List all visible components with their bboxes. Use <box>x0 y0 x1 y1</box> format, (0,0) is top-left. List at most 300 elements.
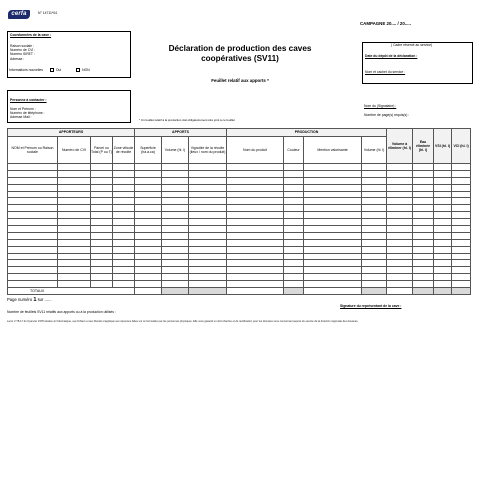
table-cell[interactable] <box>8 274 58 281</box>
table-cell[interactable] <box>113 239 135 246</box>
table-cell[interactable] <box>227 267 284 274</box>
field-raison-sociale[interactable]: Raison sociale : <box>10 44 34 48</box>
table-cell[interactable] <box>362 232 387 239</box>
table-cell[interactable] <box>284 267 304 274</box>
field-contact-mail[interactable]: Adresse Mail : <box>10 115 32 120</box>
table-cell[interactable] <box>135 246 162 253</box>
table-cell[interactable] <box>135 260 162 267</box>
table-cell[interactable] <box>189 260 227 267</box>
table-cell[interactable] <box>362 260 387 267</box>
table-cell[interactable] <box>58 212 91 219</box>
table-cell[interactable] <box>413 232 434 239</box>
table-cell[interactable] <box>135 232 162 239</box>
table-cell[interactable] <box>434 253 452 260</box>
table-cell[interactable] <box>304 232 362 239</box>
table-cell[interactable] <box>362 219 387 226</box>
table-cell[interactable] <box>387 260 413 267</box>
table-cell[interactable] <box>8 281 58 288</box>
table-cell[interactable] <box>58 184 91 191</box>
table-cell[interactable] <box>113 212 135 219</box>
table-cell[interactable] <box>413 260 434 267</box>
field-contact-name[interactable]: Nom et Prénom : <box>10 107 36 111</box>
table-cell[interactable] <box>135 274 162 281</box>
table-cell[interactable] <box>387 232 413 239</box>
table-cell[interactable] <box>91 253 113 260</box>
table-cell[interactable] <box>413 212 434 219</box>
table-cell[interactable] <box>58 177 91 184</box>
table-cell[interactable] <box>452 239 471 246</box>
table-cell[interactable] <box>91 232 113 239</box>
table-cell[interactable] <box>362 246 387 253</box>
table-cell[interactable] <box>227 274 284 281</box>
table-cell[interactable] <box>452 281 471 288</box>
table-cell[interactable] <box>162 177 189 184</box>
table-cell[interactable] <box>434 198 452 205</box>
table-cell[interactable] <box>284 205 304 212</box>
table-cell[interactable] <box>113 226 135 233</box>
table-cell[interactable] <box>91 239 113 246</box>
table-cell[interactable] <box>162 239 189 246</box>
table-cell[interactable] <box>189 198 227 205</box>
table-cell[interactable] <box>135 177 162 184</box>
table-cell[interactable] <box>387 184 413 191</box>
table-cell[interactable] <box>113 260 135 267</box>
table-cell[interactable] <box>162 212 189 219</box>
table-cell[interactable] <box>58 205 91 212</box>
table-cell[interactable] <box>362 164 387 171</box>
table-cell[interactable] <box>452 267 471 274</box>
cave-heading: Coordonnées de la cave : <box>10 33 52 37</box>
table-cell[interactable] <box>91 226 113 233</box>
table-cell[interactable] <box>434 274 452 281</box>
table-cell[interactable] <box>304 246 362 253</box>
table-cell[interactable] <box>227 253 284 260</box>
table-cell[interactable] <box>413 170 434 177</box>
table-cell[interactable] <box>58 239 91 246</box>
info-nouvelles-row <box>9 68 90 72</box>
table-cell[interactable] <box>135 170 162 177</box>
table-cell[interactable] <box>162 232 189 239</box>
table-cell[interactable] <box>113 219 135 226</box>
table-cell[interactable] <box>162 253 189 260</box>
table-cell[interactable] <box>413 253 434 260</box>
table-cell[interactable] <box>189 267 227 274</box>
table-cell[interactable] <box>304 205 362 212</box>
table-cell[interactable] <box>227 219 284 226</box>
table-cell[interactable] <box>8 205 58 212</box>
table-cell[interactable] <box>189 253 227 260</box>
table-cell[interactable] <box>58 274 91 281</box>
table-cell[interactable] <box>434 212 452 219</box>
table-cell[interactable] <box>284 246 304 253</box>
table-cell[interactable] <box>387 246 413 253</box>
table-cell[interactable] <box>452 246 471 253</box>
table-cell[interactable] <box>162 205 189 212</box>
table-cell[interactable] <box>452 177 471 184</box>
table-cell[interactable] <box>304 177 362 184</box>
table-cell[interactable] <box>284 239 304 246</box>
page-number-suffix: sur ...... <box>37 297 52 302</box>
table-cell[interactable] <box>91 246 113 253</box>
table-cell[interactable] <box>58 191 91 198</box>
table-cell[interactable] <box>387 267 413 274</box>
table-cell[interactable] <box>91 212 113 219</box>
table-cell[interactable] <box>135 198 162 205</box>
table-cell[interactable] <box>227 281 284 288</box>
table-cell[interactable] <box>227 198 284 205</box>
table-cell[interactable] <box>8 232 58 239</box>
table-cell[interactable] <box>8 170 58 177</box>
table-cell[interactable] <box>8 246 58 253</box>
table-cell[interactable] <box>387 274 413 281</box>
table-cell[interactable] <box>162 170 189 177</box>
table-cell[interactable] <box>362 198 387 205</box>
table-cell[interactable] <box>413 274 434 281</box>
table-cell[interactable] <box>387 219 413 226</box>
table-cell[interactable] <box>387 226 413 233</box>
table-cell[interactable] <box>387 164 413 171</box>
table-cell[interactable] <box>434 164 452 171</box>
sheet-count-label[interactable]: Nombre de feuillets SV11 relatifs aux apports ou à la production utilisés : <box>7 310 116 314</box>
table-cell[interactable] <box>304 226 362 233</box>
table-cell[interactable] <box>387 177 413 184</box>
table-cell[interactable] <box>413 191 434 198</box>
deposit-date-label[interactable]: Date du dépôt de la déclaration : <box>365 54 418 58</box>
table-cell[interactable] <box>452 184 471 191</box>
table-cell[interactable] <box>284 184 304 191</box>
table-cell[interactable] <box>434 219 452 226</box>
table-cell[interactable] <box>304 184 362 191</box>
checkbox-oui[interactable] <box>50 68 54 72</box>
table-cell[interactable] <box>135 212 162 219</box>
table-cell[interactable] <box>113 232 135 239</box>
table-cell[interactable] <box>387 253 413 260</box>
table-cell[interactable] <box>304 274 362 281</box>
table-cell[interactable] <box>227 170 284 177</box>
checkbox-non[interactable] <box>76 68 80 72</box>
table-cell[interactable] <box>113 198 135 205</box>
table-cell[interactable] <box>8 212 58 219</box>
totals-cell <box>284 288 304 295</box>
table-cell[interactable] <box>162 267 189 274</box>
table-cell[interactable] <box>58 226 91 233</box>
table-cell[interactable] <box>387 191 413 198</box>
table-cell[interactable] <box>413 177 434 184</box>
table-cell[interactable] <box>284 177 304 184</box>
table-cell[interactable] <box>413 219 434 226</box>
table-cell[interactable] <box>387 281 413 288</box>
table-cell[interactable] <box>434 170 452 177</box>
contact-fields <box>10 107 45 120</box>
col-vci: VCI (hl. l) <box>452 129 471 164</box>
table-cell[interactable] <box>8 177 58 184</box>
table-cell[interactable] <box>362 205 387 212</box>
table-cell[interactable] <box>113 267 135 274</box>
table-cell[interactable] <box>227 184 284 191</box>
table-cell[interactable] <box>387 198 413 205</box>
table-cell[interactable] <box>58 232 91 239</box>
field-siret[interactable]: Numéro SIRET : <box>10 52 35 57</box>
table-cell[interactable] <box>284 281 304 288</box>
table-cell[interactable] <box>58 260 91 267</box>
field-cvi[interactable]: Numéro de CVI : <box>10 48 36 53</box>
table-cell[interactable] <box>434 281 452 288</box>
table-cell[interactable] <box>362 177 387 184</box>
table-cell[interactable] <box>304 164 362 171</box>
table-cell[interactable] <box>452 164 471 171</box>
table-cell[interactable] <box>413 267 434 274</box>
table-cell[interactable] <box>113 281 135 288</box>
table-cell[interactable] <box>162 184 189 191</box>
table-cell[interactable] <box>304 260 362 267</box>
table-cell[interactable] <box>362 184 387 191</box>
table-cell[interactable] <box>227 232 284 239</box>
service-stamp-label[interactable]: Nom et cachet du service : <box>365 70 406 74</box>
table-cell[interactable] <box>227 260 284 267</box>
table-cell[interactable] <box>58 253 91 260</box>
table-cell[interactable] <box>113 274 135 281</box>
table-cell[interactable] <box>434 246 452 253</box>
table-cell[interactable] <box>189 170 227 177</box>
table-cell[interactable] <box>91 191 113 198</box>
table-cell[interactable] <box>189 274 227 281</box>
table-cell[interactable] <box>58 281 91 288</box>
table-cell[interactable] <box>113 164 135 171</box>
table-cell[interactable] <box>58 219 91 226</box>
table-cell[interactable] <box>227 205 284 212</box>
table-cell[interactable] <box>304 253 362 260</box>
table-cell[interactable] <box>452 274 471 281</box>
table-cell[interactable] <box>189 177 227 184</box>
table-cell[interactable] <box>162 246 189 253</box>
table-cell[interactable] <box>284 232 304 239</box>
table-cell[interactable] <box>362 212 387 219</box>
table-cell[interactable] <box>8 226 58 233</box>
table-cell[interactable] <box>304 281 362 288</box>
table-cell[interactable] <box>434 239 452 246</box>
totals-cell[interactable] <box>304 288 362 295</box>
table-cell[interactable] <box>413 239 434 246</box>
signatory-label[interactable]: Nom du (Signataire) : <box>364 104 397 108</box>
table-cell[interactable] <box>162 226 189 233</box>
table-cell[interactable] <box>189 164 227 171</box>
table-cell[interactable] <box>284 253 304 260</box>
table-cell[interactable] <box>8 219 58 226</box>
table-cell[interactable] <box>452 253 471 260</box>
table-cell[interactable] <box>135 205 162 212</box>
table-cell[interactable] <box>58 164 91 171</box>
table-cell[interactable] <box>284 219 304 226</box>
table-cell[interactable] <box>227 239 284 246</box>
table-cell[interactable] <box>135 239 162 246</box>
table-cell[interactable] <box>362 281 387 288</box>
table-cell[interactable] <box>452 260 471 267</box>
table-cell[interactable] <box>135 191 162 198</box>
table-cell[interactable] <box>387 239 413 246</box>
table-cell[interactable] <box>162 191 189 198</box>
table-cell[interactable] <box>387 205 413 212</box>
col-eau-eliminee: Eau éliminée (hl. l) <box>413 129 434 164</box>
col-cvi: Numéro de CVI <box>58 137 91 164</box>
table-cell[interactable] <box>434 267 452 274</box>
table-cell[interactable] <box>135 226 162 233</box>
table-cell[interactable] <box>8 260 58 267</box>
table-cell[interactable] <box>434 232 452 239</box>
table-cell[interactable] <box>284 170 304 177</box>
table-cell[interactable] <box>8 164 58 171</box>
form-title-line1: Déclaration de production des caves <box>168 44 312 53</box>
table-cell[interactable] <box>189 205 227 212</box>
table-cell[interactable] <box>189 232 227 239</box>
table-cell[interactable] <box>434 260 452 267</box>
table-cell[interactable] <box>452 212 471 219</box>
table-cell[interactable] <box>434 226 452 233</box>
table-cell[interactable] <box>8 198 58 205</box>
table-cell[interactable] <box>113 205 135 212</box>
table-cell[interactable] <box>91 198 113 205</box>
table-cell[interactable] <box>135 184 162 191</box>
table-cell[interactable] <box>452 232 471 239</box>
table-cell[interactable] <box>413 184 434 191</box>
pages-required-label[interactable]: Nombre de page(s) requis(s) : <box>364 113 410 117</box>
table-cell[interactable] <box>162 219 189 226</box>
table-cell[interactable] <box>284 274 304 281</box>
table-cell[interactable] <box>91 170 113 177</box>
table-cell[interactable] <box>227 212 284 219</box>
table-cell[interactable] <box>113 170 135 177</box>
table-cell[interactable] <box>434 205 452 212</box>
field-adresse[interactable]: Adresse : <box>10 56 25 61</box>
table-cell[interactable] <box>189 246 227 253</box>
table-cell[interactable] <box>135 219 162 226</box>
table-cell[interactable] <box>162 164 189 171</box>
table-cell[interactable] <box>91 260 113 267</box>
table-cell[interactable] <box>189 212 227 219</box>
table-cell[interactable] <box>452 226 471 233</box>
table-cell[interactable] <box>413 246 434 253</box>
table-cell[interactable] <box>304 219 362 226</box>
table-cell[interactable] <box>304 212 362 219</box>
table-cell[interactable] <box>413 198 434 205</box>
table-cell[interactable] <box>362 253 387 260</box>
table-cell[interactable] <box>91 267 113 274</box>
table-cell[interactable] <box>135 164 162 171</box>
table-cell[interactable] <box>8 267 58 274</box>
table-cell[interactable] <box>227 226 284 233</box>
table-cell[interactable] <box>387 170 413 177</box>
table-cell[interactable] <box>434 191 452 198</box>
table-cell[interactable] <box>162 198 189 205</box>
table-cell[interactable] <box>91 177 113 184</box>
table-cell[interactable] <box>304 239 362 246</box>
table-cell[interactable] <box>362 226 387 233</box>
table-cell[interactable] <box>113 191 135 198</box>
table-cell[interactable] <box>189 281 227 288</box>
table-cell[interactable] <box>362 239 387 246</box>
table-cell[interactable] <box>91 281 113 288</box>
table-cell[interactable] <box>304 267 362 274</box>
table-cell[interactable] <box>162 274 189 281</box>
field-contact-phone[interactable]: Numéro de téléphone : <box>10 111 45 116</box>
table-cell[interactable] <box>413 226 434 233</box>
table-cell[interactable] <box>284 226 304 233</box>
table-cell[interactable] <box>304 198 362 205</box>
table-cell[interactable] <box>413 164 434 171</box>
table-cell[interactable] <box>227 177 284 184</box>
table-cell[interactable] <box>113 253 135 260</box>
table-cell[interactable] <box>227 246 284 253</box>
table-cell[interactable] <box>362 274 387 281</box>
table-cell[interactable] <box>284 164 304 171</box>
table-cell[interactable] <box>387 212 413 219</box>
table-cell[interactable] <box>284 260 304 267</box>
totals-cell[interactable] <box>387 288 413 295</box>
totals-cell[interactable] <box>135 288 162 295</box>
table-cell[interactable] <box>8 191 58 198</box>
table-cell[interactable] <box>284 198 304 205</box>
table-cell[interactable] <box>8 184 58 191</box>
table-cell[interactable] <box>8 253 58 260</box>
table-cell[interactable] <box>189 184 227 191</box>
table-cell[interactable] <box>113 177 135 184</box>
table-cell[interactable] <box>189 219 227 226</box>
table-cell[interactable] <box>452 191 471 198</box>
table-cell[interactable] <box>284 191 304 198</box>
table-cell[interactable] <box>91 219 113 226</box>
totals-cell[interactable] <box>227 288 284 295</box>
signature-label[interactable]: Signature du représentant de la cave : <box>340 304 402 308</box>
table-cell[interactable] <box>162 281 189 288</box>
table-cell[interactable] <box>227 191 284 198</box>
table-cell[interactable] <box>362 170 387 177</box>
table-cell[interactable] <box>413 205 434 212</box>
table-cell[interactable] <box>434 177 452 184</box>
table-cell[interactable] <box>135 281 162 288</box>
table-cell[interactable] <box>452 170 471 177</box>
table-cell[interactable] <box>362 191 387 198</box>
table-cell[interactable] <box>284 212 304 219</box>
table-cell[interactable] <box>452 219 471 226</box>
table-cell[interactable] <box>91 205 113 212</box>
table-cell[interactable] <box>58 246 91 253</box>
table-cell[interactable] <box>91 184 113 191</box>
table-cell[interactable] <box>113 184 135 191</box>
table-cell[interactable] <box>362 267 387 274</box>
table-cell[interactable] <box>189 239 227 246</box>
table-cell[interactable] <box>304 170 362 177</box>
table-cell[interactable] <box>91 274 113 281</box>
table-cell[interactable] <box>58 198 91 205</box>
table-cell[interactable] <box>304 191 362 198</box>
table-cell[interactable] <box>452 198 471 205</box>
table-cell[interactable] <box>8 239 58 246</box>
table-cell[interactable] <box>227 164 284 171</box>
table-cell[interactable] <box>189 191 227 198</box>
table-cell[interactable] <box>135 267 162 274</box>
table-cell[interactable] <box>58 170 91 177</box>
table-cell[interactable] <box>452 205 471 212</box>
col-vignoble: Vignoble de la récolte (lieux / nom du produit) <box>189 137 227 164</box>
table-cell[interactable] <box>58 267 91 274</box>
table-cell[interactable] <box>135 253 162 260</box>
group-apporteurs: APPORTEURS <box>8 129 135 137</box>
table-cell[interactable] <box>189 226 227 233</box>
table-cell[interactable] <box>413 281 434 288</box>
table-cell[interactable] <box>91 164 113 171</box>
table-cell[interactable] <box>113 246 135 253</box>
table-cell[interactable] <box>434 184 452 191</box>
table-cell[interactable] <box>162 260 189 267</box>
